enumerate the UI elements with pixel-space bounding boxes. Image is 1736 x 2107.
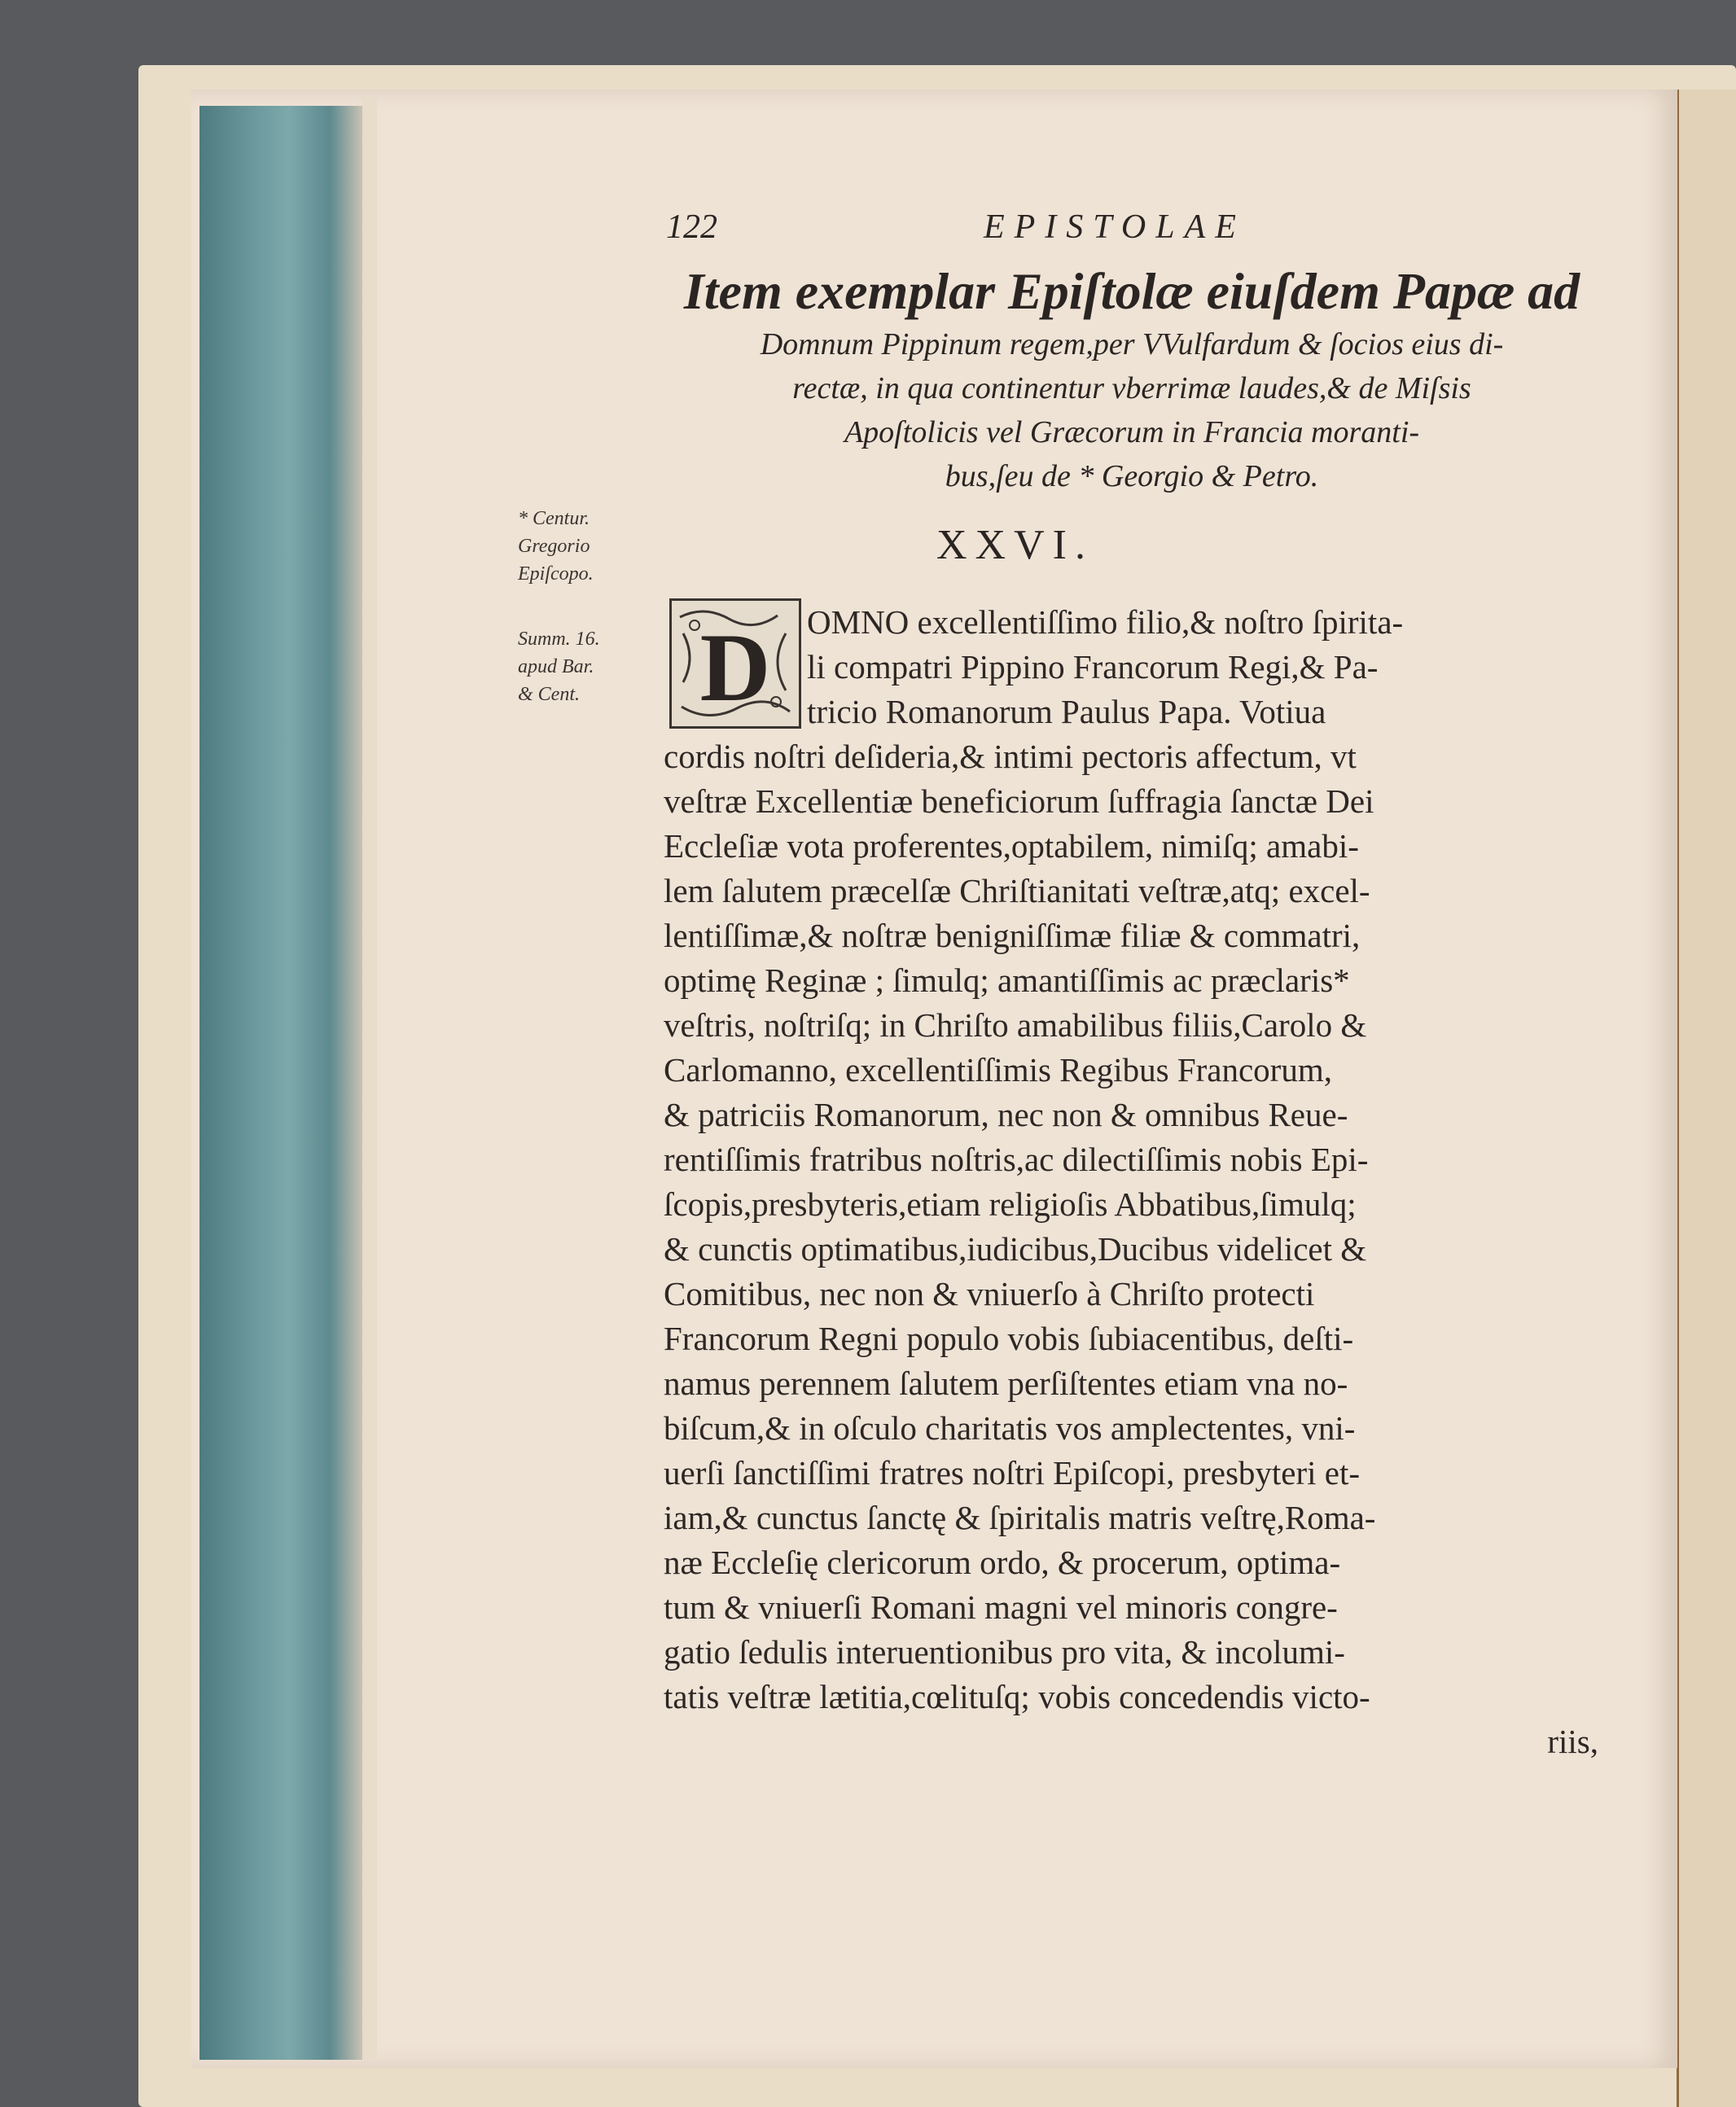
text-line: optimę Reginæ ; ſimulq; amantiſſimis ac præclaris* <box>664 962 1350 999</box>
text-line: & cunctis optimatibus,iudicibus,Ducibus videlicet & <box>664 1230 1367 1268</box>
text-line: iam,& cunctus ſanctę & ſpiritalis matris veſtrę,Roma- <box>664 1499 1376 1536</box>
running-title: EPISTOLAE <box>984 208 1246 246</box>
text-line: & patriciis Romanorum, nec non & omnibus Reue- <box>664 1096 1348 1133</box>
text-line: lem ſalutem præcelſæ Chriſtianitati veſtræ,atq; excel- <box>664 872 1370 909</box>
initial-letter: D <box>699 613 771 721</box>
heading-title: Item exemplar Epiſtolæ eiuſdem Papæ ad <box>683 262 1580 320</box>
catchword: riis, <box>1547 1723 1598 1760</box>
marginal-line: Epiſcopo. <box>518 563 594 585</box>
marginal-line: Gregorio <box>518 536 590 557</box>
text-line: Francorum Regni populo vobis ſubiacentibus, deſti- <box>664 1320 1354 1357</box>
text-line: Eccleſiæ vota proferentes,optabilem, nimiſq; amabi- <box>664 827 1359 865</box>
text-line: li compatri Pippino Francorum Regi,& Pa- <box>807 648 1379 686</box>
text-line: Carlomanno, excellentiſſimis Regibus Francorum, <box>664 1051 1332 1089</box>
text-line: OMNO excellentiſſimo filio,& noſtro ſpirita- <box>807 603 1404 641</box>
page-fore-edge-strip <box>362 98 377 2060</box>
text-line: Comitibus, nec non & vniuerſo à Chriſto protecti <box>664 1275 1315 1312</box>
marginal-line: * Centur. <box>518 508 590 529</box>
text-line: næ Eccleſię clericorum ordo, & procerum, optima- <box>664 1544 1341 1581</box>
text-line: tum & vniuerſi Romani magni vel minoris congre- <box>664 1588 1338 1626</box>
text-line: lentiſſimæ,& noſtræ benigniſſimæ filiæ & commatri, <box>664 917 1361 954</box>
text-line: gatio ſedulis interuentionibus pro vita, & incolumi- <box>664 1633 1345 1671</box>
text-line: veſtræ Excellentiæ beneficiorum ſuffragia ſanctæ Dei <box>664 782 1374 820</box>
initial-ornament-icon <box>672 601 799 726</box>
heading-line: Apoſtolicis vel Græcorum in Francia moranti- <box>844 415 1420 449</box>
page-fore-edge <box>199 106 362 2060</box>
marginal-note-centuriae <box>518 505 664 588</box>
marginal-line: apud Bar. <box>518 656 594 677</box>
letter-number: XXVI. <box>936 522 1094 568</box>
heading-line: rectæ, in qua continentur vberrimæ laudes,& de Miſsis <box>792 371 1471 405</box>
book-cover-right-edge <box>1677 90 1736 2107</box>
text-line: namus perennem ſalutem perſiſtentes etiam vna no- <box>664 1365 1348 1402</box>
decorated-initial <box>669 598 801 729</box>
running-head <box>666 208 1594 256</box>
heading-line: Domnum Pippinum regem,per VVulfardum & ſocios eius di- <box>760 327 1504 361</box>
letter-heading <box>664 261 1600 498</box>
text-line: biſcum,& in oſculo charitatis vos amplectentes, vni- <box>664 1409 1356 1447</box>
text-line: uerſi ſanctiſſimi fratres noſtri Epiſcopi, presbyteri et- <box>664 1454 1361 1492</box>
text-line: tricio Romanorum Paulus Papa. Votiua <box>807 693 1326 730</box>
text-line: veſtris, noſtriſq; in Chriſto amabilibus filiis,Carolo & <box>664 1006 1367 1044</box>
text-line: tatis veſtræ lætitia,cœlituſq; vobis concedendis victo- <box>664 1678 1370 1715</box>
heading-line: bus,ſeu de * Georgio & Petro. <box>945 459 1319 493</box>
page-number: 122 <box>666 208 717 246</box>
marginal-line: & Cent. <box>518 684 580 705</box>
text-line: ſcopis,presbyteris,etiam religioſis Abbatibus,ſimulq; <box>664 1185 1357 1223</box>
marginal-line: Summ. 16. <box>518 629 600 650</box>
text-line: rentiſſimis fratribus noſtris,ac dilectiſſimis nobis Epi- <box>664 1141 1369 1178</box>
text-line: cordis noſtri deſideria,& intimi pectoris affectum, vt <box>664 738 1357 775</box>
marginal-note-summary <box>518 625 664 708</box>
